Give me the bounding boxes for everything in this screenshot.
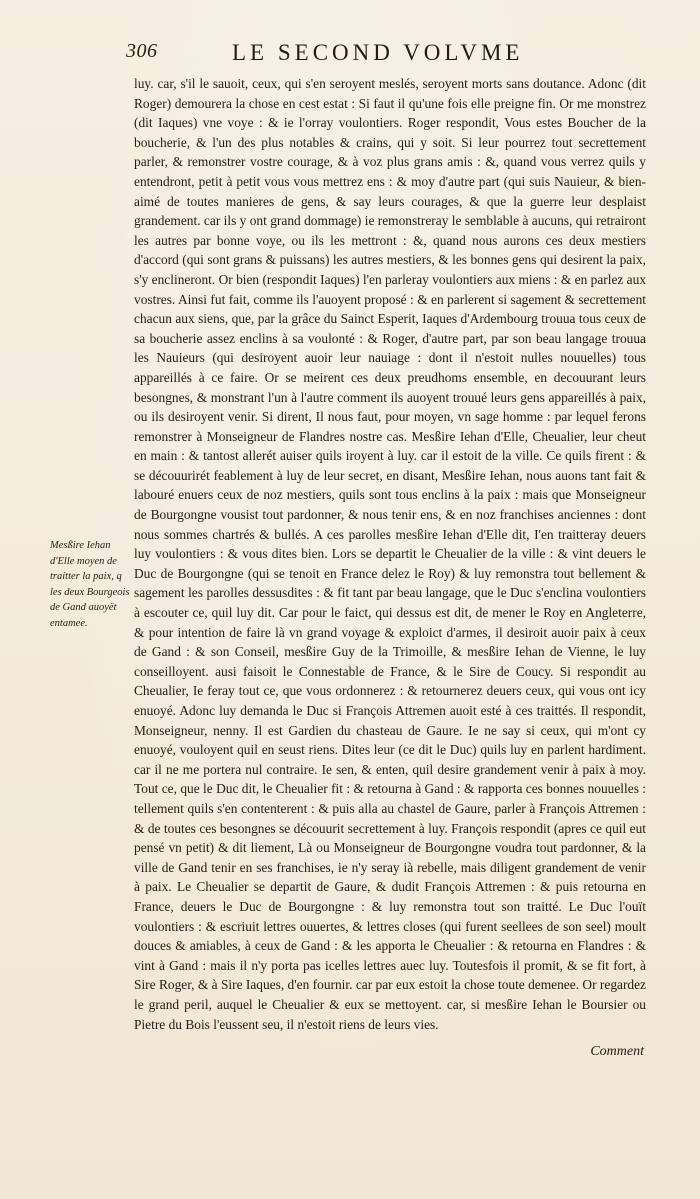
main-text-block: luy. car, s'il le sauoit, ceux, qui s'en seroyent meslés, seroyent morts sans doutance. Adonc (dit Roger) demourera la chose en cest estat : Si faut il qu'une fois elle preigne fin. Or me monstrez (dit Iaques) vne voye : & ie l'orray voulontiers. Roger respondit, Vous estes Boucher de la boucherie, & l'un des plus notables & crains, qui y soit. Si leur pourrez tout secrettement parler, & remonstrer vostre courage, & à voz plus grans amis : &, quand vous verrez quils y entendront, petit à petit vous vous mettrez ens : & moy d'autre part (qui suis Nauieur, & bien-aimé de toutes manieres de gens, & say leurs courages, & que la guerre leur desplaist grandement. car ils y ont grand dommage) ie remonstreray le semblable à aucuns, qui retrairont les autres par bonne voye, ou ils les mettront : &, quand nous aurons ces deux mestiers d'accord (qui sont grans & puissans) les autres mestiers, & les bonnes gens qui desirent la paix, s'y enclineront. Or bien (respondit Iaques) l'en parleray voulontiers aux miens : & en parlez aux vostres. Ainsi fut fait, comme ils l'auoyent proposé : & en parlerent si sagement & secrettement chacun aux siens, que, par la grâce du Sainct Esperit, Iaques d'Ardembourg trouua tous ceux de sa boucherie assez enclins à sa voulonté : & Roger, d'autre part, par son beau langage trouua les Nauieurs (qui desiroyent auoir leur nauiage : dont il n'estoit nulles nouuelles) tous appareillés à ce faire. Or se meirent ces deux preudhoms ensemble, en decouurant leurs besongnes, & monstrant l'un à l'autre comment ils auoyent trouué leurs gens appareillés à paix, ou ils desiroyent venir. Si dirent, Il nous faut, pour moyen, vn sage homme : par lequel ferons remonstrer à Monseigneur de Flandres nostre cas. Mesßire Iehan d'Elle, Cheualier, leur cheut en main : & tantost allerét auiser quils iroyent à luy. car il estoit de la ville. Ce quils firent : & se découurirét feablement à luy de leur secret, en disant, Mesßire Iehan, nous auons tant fait & labouré enuers ceux de noz mestiers, quils sont tous enclins à la paix : mais que Monseigneur de Bourgongne vousist tout pardonner, & nous tenir ens, & en noz franchises anciennes : dont nous sommes chartrés & bullés. A ces parolles mesßire Iehan d'Elle dit, I'en traitteray deuers luy voulontiers : & vous dites bien. Lors se departit le Cheualier de la ville : & vint deuers le Duc de Bourgongne (qui se tenoit en France delez le Roy) & luy remonstra tout bellement & sagement les parolles dessusdites : & fit tant par beau langage, que le Duc s'enclina voulontiers à escouter ce, quil luy dit. Car pour le faict, qui dessus est dit, de mener le Roy en Angleterre, & pour intention de faire là vn grand voyage & exploict d'armes, il desiroit auoir paix à ceux de Gand : & son Conseil, mesßire Guy de la Trimoille, & mesßire Iehan de Vienne, le luy conseilloyent. ausi faisoit le Connestable de France, & le Sire de Coucy. Si respondit au Cheualier, Ie feray tout ce, que vous ordonnerez : & retournerez deuers ceux, qui vous ont icy enuoyé. Adonc luy demanda le Duc si François Attremen auoit esté à ces traittés. Il respondit, Monseigneur, nenny. Il est Gardien du chasteau de Gaure. Ie ne say si ceux, qui m'ont cy enuoyé, vouloyent quil en seust riens. Dites leur (ce dit le Duc) quils luy en parlent hardiment. car il ne me portera nul contraire. Ie sen, & enten, quil desire grandement venir à paix à moy. Tout ce, que le Duc dit, le Cheualier fit : & retourna à Gand : & rapporta ces bonnes nouuelles : tellement quils s'en contenterent : & puis alla au chastel de Gaure, parler à François Attremen : & de toutes ces besongnes se découurit secrettement à luy. François respondit (apres ce quil eut pensé vn petit) & dit liement, Là ou Monseigneur de Bourgongne voudra tout pardonner, & la ville de Gand tenir en ses franchises, ie n'y seray ià rebelle, mais diligent grandement de venir à paix. Le Cheualier se departit de Gaure, & dudit François Attremen : & puis retourna en France, deuers le Duc de Bourgongne : & luy remonstra tout son traitté. Le Duc l'ouït voulontiers : & escriuit lettres ouuertes, & lettres closes (qui furent seellees de son seel) moult douces & amiables, à ceux de Gand : & les apporta le Cheualier : & retourna en Flandres : & vint à Gand : mais il n'y porta pas icelles lettres auec luy. Toutesfois il promit, & se fit fort, à Sire Roger, & à Sire Iaques, d'en fournir. car par eux estoit la chose toute demenee. Or regardez le grand peril, auquel le Cheualier & eux se mettoyent. car, si mesßire Iehan le Boursier ou Pietre du Bois l'eussent seu, il n'estoit riens de leurs vies. — [134, 76, 646, 1032]
catchword: Comment — [590, 1044, 644, 1059]
marginal-note: Mesßire Iehan d'Elle moyen de traitter la paix, q les deux Bourgeois de Gand auoyët entamee. — [50, 540, 130, 629]
page-number: 306 — [126, 40, 158, 62]
running-head: LE SECOND VOLVME — [232, 40, 524, 65]
